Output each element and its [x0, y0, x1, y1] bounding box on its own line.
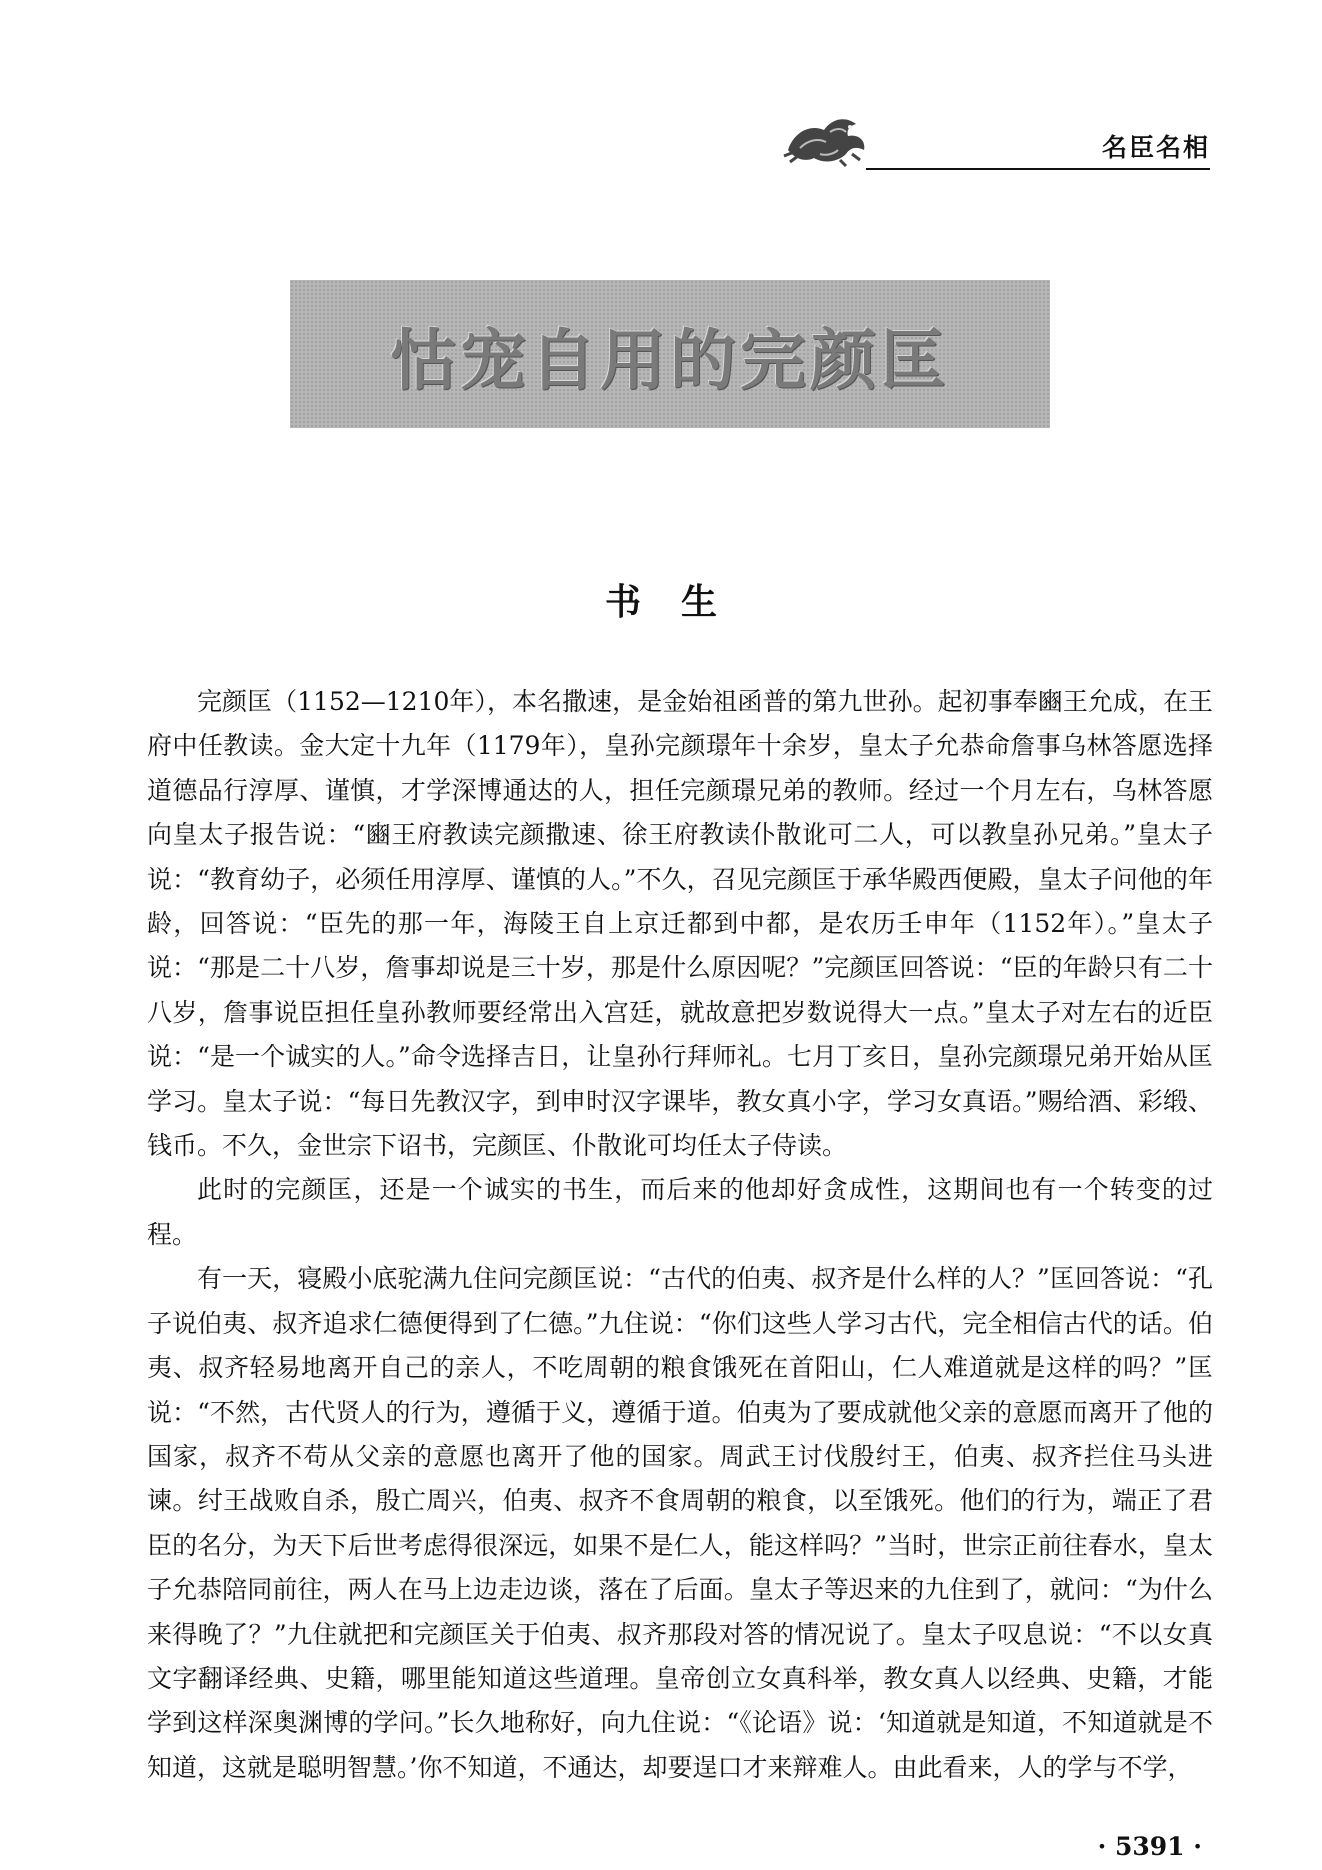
body-text — [147, 680, 1213, 1790]
chapter-title: 怙宠自用的完颜匡 — [390, 320, 950, 399]
section-heading: 书生 — [604, 582, 757, 623]
paragraph: 有一天，寝殿小底驼满九住问完颜匡说：“古代的伯夷、叔齐是什么样的人？”匡回答说：“孔子说伯夷、叔齐追求仁德便得到了仁德。”九住说：“你们这些人学习古代，完全相信古代的话。伯夷、叔齐轻易地离开自己的亲人，不吃周朝的粮食饿死在首阳山，仁人难道就是这样的吗？”匡说：“不然，古代贤人的行为，遵循于义，遵循于道。伯夷为了要成就他父亲的意愿而离开了他的国家，叔齐不苟从父亲的意愿也离开了他的国家。周武王讨伐殷纣王，伯夷、叔齐拦住马头进谏。纣王战败自杀，殷亡周兴，伯夷、叔齐不食周朝的粮食，以至饿死。他们的行为，端正了君臣的名分，为天下后世考虑得很深远，如果不是仁人，能这样吗？”当时，世宗正前往春水，皇太子允恭陪同前往，两人在马上边走边谈，落在了后面。皇太子等迟来的九住到了，就问：“为什么来得晚了？”九住就把和完颜匡关于伯夷、叔齐那段对答的情况说了。皇太子叹息说：“不以女真文字翻译经典、史籍，哪里能知道这些道理。皇帝创立女真科举，教女真人以经典、史籍，才能学到这样深奥渊博的学问。”长久地称好，向九住说：“《论语》说：‘知道就是知道，不知道就是不知道，这就是聪明智慧。’你不知道，不通达，却要逞口才来辩难人。由此看来，人的学与不学， — [147, 1264, 1213, 1782]
header-rule — [866, 168, 1210, 170]
page-number: · 5391 · — [1097, 1832, 1202, 1861]
chapter-title-banner — [290, 280, 1050, 428]
running-header — [780, 110, 1210, 172]
paragraph: 此时的完颜匡，还是一个诚实的书生，而后来的他却好贪成性，这期间也有一个转变的过程。 — [147, 1175, 1213, 1249]
section-name: 名臣名相 — [1101, 133, 1210, 162]
paragraph: 完颜匡（1152—1210年），本名撒速，是金始祖函普的第九世孙。起初事奉豳王允成，在王府中任教读。金大定十九年（1179年），皇孙完颜璟年十余岁，皇太子允恭命詹事乌林答愿选择道德品行淳厚、谨慎，才学深博通达的人，担任完颜璟兄弟的教师。经过一个月左右，乌林答愿向皇太子报告说：“豳王府教读完颜撒速、徐王府教读仆散讹可二人，可以教皇孙兄弟。”皇太子说：“教育幼子，必须任用淳厚、谨慎的人。”不久，召见完颜匡于承华殿西便殿，皇太子问他的年龄，回答说：“臣先的那一年，海陵王自上京迁都到中都，是农历壬申年（1152年）。”皇太子说：“那是二十八岁，詹事却说是三十岁，那是什么原因呢？”完颜匡回答说：“臣的年龄只有二十八岁，詹事说臣担任皇孙教师要经常出入宫廷，就故意把岁数说得大一点。”皇太子对左右的近臣说：“是一个诚实的人。”命令选择吉日，让皇孙行拜师礼。七月丁亥日，皇孙完颜璟兄弟开始从匡学习。皇太子说：“每日先教汉字，到申时汉字课毕，教女真小字，学习女真语。”赐给酒、彩缎、钱币。不久，金世宗下诏书，完颜匡、仆散讹可均任太子侍读。 — [147, 687, 1213, 1161]
dragon-icon — [780, 110, 872, 168]
